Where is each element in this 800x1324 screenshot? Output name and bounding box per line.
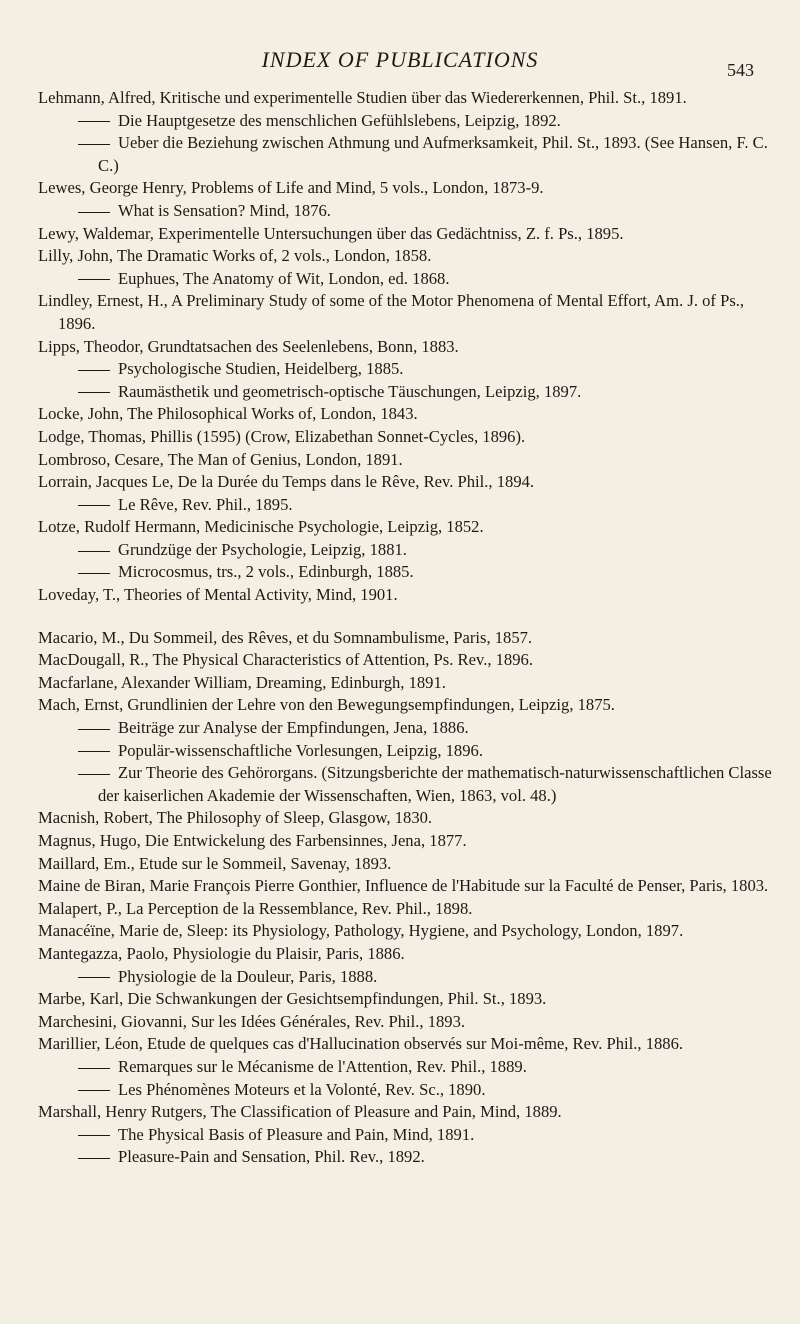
entry-text: Lewy, Waldemar, Experimentelle Untersuchungen über das Gedächtniss, Z. f. Ps., 1895. (38, 223, 624, 243)
index-entry-ditto (38, 717, 773, 740)
entry-text: Les Phénomènes Moteurs et la Volonté, Rev. Sc., 1890. (118, 1079, 486, 1099)
ditto-dash (78, 774, 110, 775)
index-entry (38, 290, 773, 335)
index-entry (38, 426, 773, 449)
ditto-dash (78, 551, 110, 552)
index-entry-ditto (38, 966, 773, 989)
index-entry (38, 403, 773, 426)
ditto-dash (78, 212, 110, 213)
entry-text: Manacéïne, Marie de, Sleep: its Physiology, Pathology, Hygiene, and Psychology, London, 1897. (38, 921, 684, 941)
ditto-dash (78, 573, 110, 574)
entry-text: Die Hauptgesetze des menschlichen Gefühlslebens, Leipzig, 1892. (118, 110, 561, 130)
index-entry (38, 1033, 773, 1056)
index-entry (38, 672, 773, 695)
index-entry-ditto (38, 1146, 773, 1169)
index-entry (38, 336, 773, 359)
entry-text: Marshall, Henry Rutgers, The Classification of Pleasure and Pain, Mind, 1889. (38, 1102, 562, 1122)
index-entry (38, 1011, 773, 1034)
entry-text: Populär-wissenschaftliche Vorlesungen, Leipzig, 1896. (118, 740, 483, 760)
entry-text: Lipps, Theodor, Grundtatsachen des Seelenlebens, Bonn, 1883. (38, 336, 459, 356)
entry-text: Magnus, Hugo, Die Entwickelung des Farbensinnes, Jena, 1877. (38, 831, 467, 850)
index-entry (38, 943, 773, 966)
index-entry (38, 988, 773, 1011)
index-entry-ditto (38, 1079, 773, 1102)
index-entry-ditto (38, 762, 773, 807)
entry-text: Lewes, George Henry, Problems of Life and Mind, 5 vols., London, 1873-9. (38, 178, 544, 198)
ditto-dash (78, 121, 110, 122)
entry-text: Remarques sur le Mécanisme de l'Attention, Rev. Phil., 1889. (118, 1056, 527, 1076)
index-entry (38, 584, 773, 607)
entry-text: Lorrain, Jacques Le, De la Durée du Temps dans le Rêve, Rev. Phil., 1894. (38, 472, 535, 492)
entry-text: Macario, M., Du Sommeil, des Rêves, et du Somnambulisme, Paris, 1857. (38, 627, 533, 647)
index-entry-ditto (38, 132, 773, 177)
entry-text: What is Sensation? Mind, 1876. (118, 200, 331, 220)
entry-text: Marbe, Karl, Die Schwankungen der Gesichtsempfindungen, Phil. St., 1893. (38, 989, 547, 1009)
index-entry-ditto (38, 561, 773, 584)
ditto-dash (78, 1068, 110, 1069)
entry-text: Macnish, Robert, The Philosophy of Sleep, Glasgow, 1830. (38, 808, 433, 828)
index-entries (38, 87, 773, 1169)
index-entry (38, 898, 773, 921)
ditto-dash (78, 392, 110, 393)
entry-text: Maine de Biran, Marie François Pierre Gonthier, Influence de l'Habitude sur la Faculté de Penser, Paris, 1803. (38, 876, 769, 896)
entry-text: Malapert, P., La Perception de la Ressemblance, Rev. Phil., 1898. (38, 898, 473, 918)
index-entry-ditto (38, 1056, 773, 1079)
index-entry-ditto (38, 358, 773, 381)
index-entry-ditto (38, 740, 773, 763)
entry-text: Lindley, Ernest, H., A Preliminary Study of some of the Motor Phenomena of Mental Effort, Am. J. of Ps., 1896. (38, 291, 745, 333)
index-entry (38, 920, 773, 943)
index-entry (38, 830, 773, 853)
entry-text: Macfarlane, Alexander William, Dreaming, Edinburgh, 1891. (38, 672, 446, 692)
index-entry (38, 1101, 773, 1124)
entry-text: Locke, John, The Philosophical Works of, London, 1843. (38, 404, 418, 424)
entry-text: Physiologie de la Douleur, Paris, 1888. (118, 966, 378, 986)
entry-text: Marchesini, Giovanni, Sur les Idées Générales, Rev. Phil., 1893. (38, 1011, 466, 1031)
index-entry-ditto (38, 200, 773, 223)
index-entry (38, 516, 773, 539)
index-entry (38, 627, 773, 650)
index-entry-ditto (38, 268, 773, 291)
entry-text: Zur Theorie des Gehörorgans. (Sitzungsberichte der mathematisch-naturwissenschaftlichen Classe der kaiserlichen Akademie der Wissenschaften, Wien, 1863, vol. 48.) (98, 763, 772, 805)
ditto-dash (78, 1090, 110, 1091)
ditto-dash (78, 751, 110, 752)
index-entry-ditto (38, 110, 773, 133)
index-entry (38, 223, 773, 246)
ditto-dash (78, 977, 110, 978)
page-number: 543 (727, 60, 754, 80)
index-entry (38, 449, 773, 472)
entry-text: Lodge, Thomas, Phillis (1595) (Crow, Elizabethan Sonnet-Cycles, 1896). (38, 426, 526, 446)
index-entry (38, 177, 773, 200)
entry-text: Mach, Ernst, Grundlinien der Lehre von den Bewegungsempfindungen, Leipzig, 1875. (38, 695, 615, 715)
index-entry (38, 807, 773, 830)
index-entry-ditto (38, 1124, 773, 1147)
index-entry (38, 694, 773, 717)
entry-text: Ueber die Beziehung zwischen Athmung und Aufmerksamkeit, Phil. St., 1893. (See Hansen, F. C. C.) (98, 133, 768, 175)
ditto-dash (78, 144, 110, 145)
entry-text: Lotze, Rudolf Hermann, Medicinische Psychologie, Leipzig, 1852. (38, 517, 484, 537)
index-entry (38, 649, 773, 672)
index-entry (38, 245, 773, 268)
entry-text: Lehmann, Alfred, Kritische und experimentelle Studien über das Wiedererkennen, Phil. St., 1891. (38, 88, 687, 107)
ditto-dash (78, 1158, 110, 1159)
entry-text: Lombroso, Cesare, The Man of Genius, London, 1891. (38, 449, 403, 469)
ditto-dash (78, 729, 110, 730)
entry-text: Lilly, John, The Dramatic Works of, 2 vols., London, 1858. (38, 246, 432, 266)
entry-text: Beiträge zur Analyse der Empfindungen, Jena, 1886. (118, 718, 469, 738)
entry-text: Psychologische Studien, Heidelberg, 1885. (118, 359, 404, 379)
ditto-dash (78, 370, 110, 371)
entry-text: Euphues, The Anatomy of Wit, London, ed. 1868. (118, 268, 450, 288)
ditto-dash (78, 279, 110, 280)
index-entry-ditto (38, 381, 773, 404)
entry-text: The Physical Basis of Pleasure and Pain, Mind, 1891. (118, 1124, 475, 1144)
entry-text: Grundzüge der Psychologie, Leipzig, 1881. (118, 539, 407, 559)
entry-text: Mantegazza, Paolo, Physiologie du Plaisir, Paris, 1886. (38, 943, 405, 963)
entry-text: Raumästhetik und geometrisch-optische Täuschungen, Leipzig, 1897. (118, 381, 582, 401)
ditto-dash (78, 505, 110, 506)
entry-text: Le Rêve, Rev. Phil., 1895. (118, 494, 293, 514)
index-entry-ditto (38, 539, 773, 562)
entry-text: Pleasure-Pain and Sensation, Phil. Rev., 1892. (118, 1147, 425, 1167)
entry-text: Maillard, Em., Etude sur le Sommeil, Savenay, 1893. (38, 853, 392, 873)
entry-text: MacDougall, R., The Physical Characteristics of Attention, Ps. Rev., 1896. (38, 650, 533, 670)
index-entry (38, 87, 773, 110)
entry-text: Loveday, T., Theories of Mental Activity, Mind, 1901. (38, 585, 398, 605)
entry-text: Marillier, Léon, Etude de quelques cas d'Hallucination observés sur Moi-même, Rev. Phil., 1886. (38, 1034, 684, 1054)
index-entry (38, 853, 773, 876)
ditto-dash (78, 1135, 110, 1136)
index-entry (38, 471, 773, 494)
index-entry (38, 875, 773, 898)
index-entry-ditto (38, 494, 773, 517)
section-gap (38, 607, 773, 627)
running-head: INDEX OF PUBLICATIONS (261, 47, 539, 72)
entry-text: Microcosmus, trs., 2 vols., Edinburgh, 1885. (118, 562, 414, 582)
